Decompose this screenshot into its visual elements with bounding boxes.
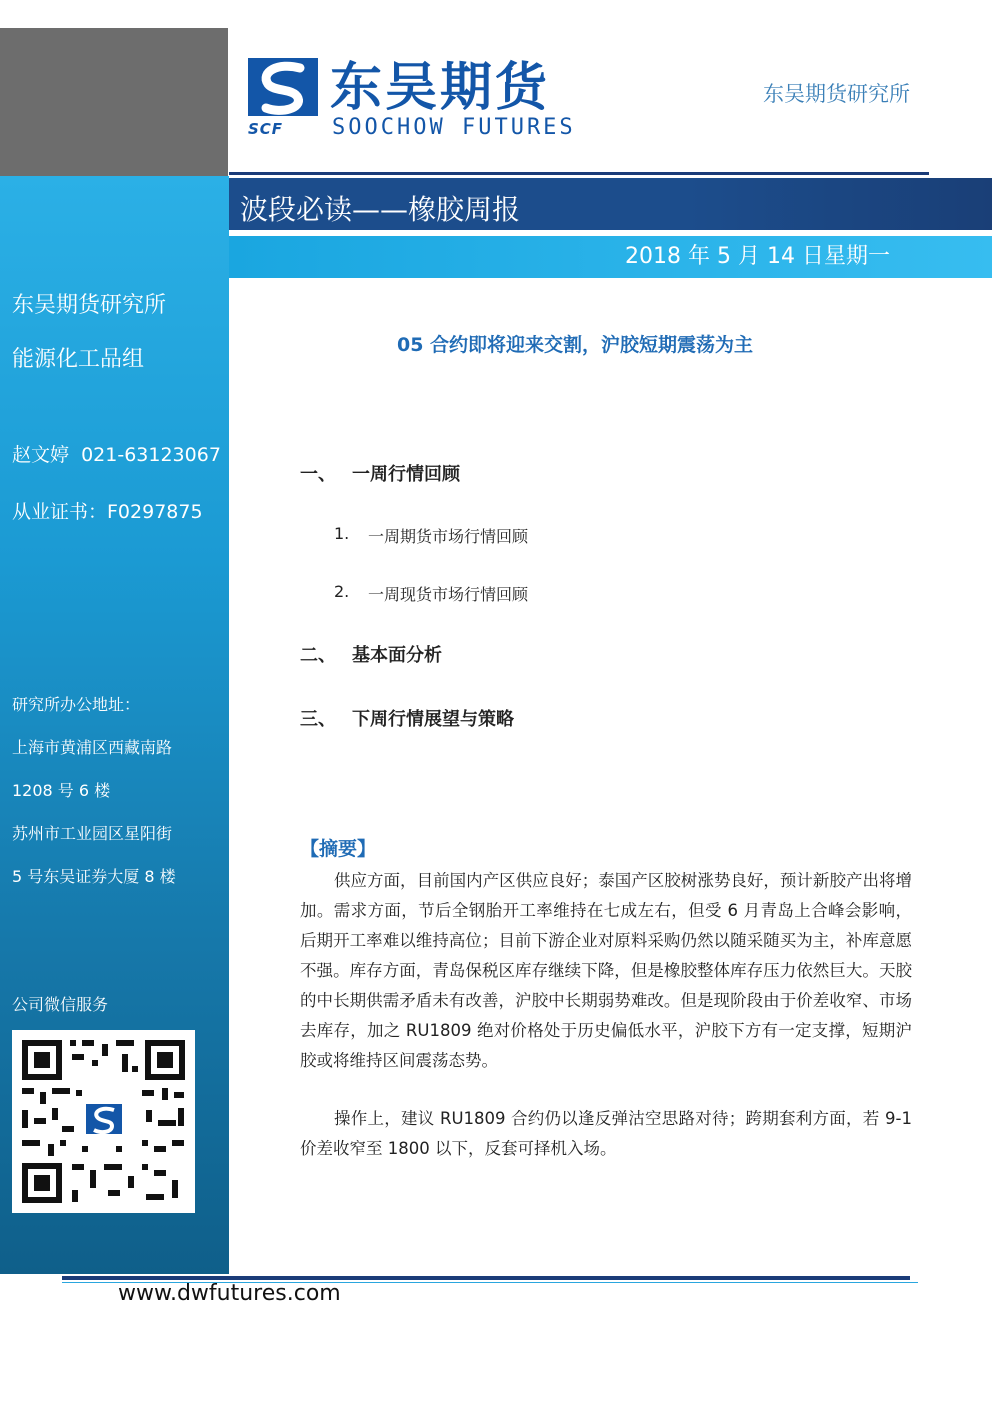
toc-number: 一、 [300, 464, 336, 485]
company-logo [248, 58, 588, 142]
sidebar-address-label: 研究所办公地址： [12, 695, 141, 714]
wechat-qr-code [12, 1030, 195, 1213]
summary-label: 【摘要】 [300, 838, 377, 860]
toc-number: 三、 [300, 709, 336, 730]
toc-item [300, 460, 700, 486]
sidebar-group: 能源化工品组 [12, 347, 145, 372]
sidebar-address-line: 上海市黄浦区西藏南路 [12, 738, 173, 757]
logo-name-cn: 东吴期货 [330, 58, 551, 118]
summary-paragraph: 供应方面，目前国内产区供应良好；泰国产区胶树涨势良好，预计新胶产出将增加。需求方面，节后全钢胎开工率维持在七成左右，但受 6 月青岛上合峰会影响，后期开工率难以维持高位；目前下游企业对原料采购仍然以随采随买为主，补库意愿不强。库存方面，青岛保税区库存继续下降，但是橡胶整体库存压力依然巨大。天胶的中长期供需矛盾未有改善，沪胶中长期弱势难改。但是现阶段由于价差收窄、市场去库存，加之 RU1809 绝对价格处于历史偏低水平，沪胶下方有一定支撑，短期沪胶或将维持区间震荡态势。 [300, 871, 912, 1070]
toc-item [300, 641, 700, 667]
sidebar-address-line: 5 号东吴证券大厦 8 楼 [12, 867, 176, 886]
subtoc-item [334, 524, 694, 548]
subtoc-text: 一周现货市场行情回顾 [368, 585, 529, 604]
toc-text: 一周行情回顾 [352, 464, 460, 485]
sidebar-org: 东吴期货研究所 [12, 293, 167, 318]
sidebar-wechat-label: 公司微信服务 [12, 995, 109, 1014]
qr-code-icon [12, 1030, 195, 1213]
footer-url[interactable]: www.dwfutures.com [118, 1281, 341, 1306]
header-org-name: 东吴期货研究所 [763, 82, 910, 106]
subtoc-text: 一周期货市场行情回顾 [368, 527, 529, 546]
toc-text: 基本面分析 [352, 645, 442, 666]
toc-text: 下周行情展望与策略 [352, 709, 514, 730]
report-date: 2018 年 5 月 14 日星期一 [625, 244, 890, 269]
sidebar-address-line: 苏州市工业园区星阳街 [12, 824, 173, 843]
summary-paragraph: 操作上，建议 RU1809 合约仍以逢反弹沽空思路对待；跨期套利方面，若 9-1 价差收窄至 1800 以下，反套可择机入场。 [300, 1109, 912, 1158]
report-title: 波段必读——橡胶周报 [240, 193, 521, 226]
sidebar-address-line: 1208 号 6 楼 [12, 781, 111, 800]
toc-number: 二、 [300, 645, 336, 666]
report-headline: 05 合约即将迎来交割，沪胶短期震荡为主 [396, 334, 754, 356]
subtoc-number: 2. [334, 582, 350, 601]
subtoc-item [334, 582, 694, 606]
toc-item [300, 705, 700, 731]
sidebar-analyst: 赵文婷 021-63123067 [12, 444, 221, 466]
sidebar-top-block [0, 28, 228, 176]
subtoc-number: 1. [334, 524, 350, 543]
logo-name-en: SOOCHOW FUTURES [332, 115, 576, 140]
title-divider [229, 172, 929, 175]
logo-abbr: SCF [248, 120, 284, 138]
sidebar-cert: 从业证书：F0297875 [12, 501, 203, 523]
footer-divider [62, 1276, 910, 1280]
scf-logo-icon [248, 58, 328, 120]
